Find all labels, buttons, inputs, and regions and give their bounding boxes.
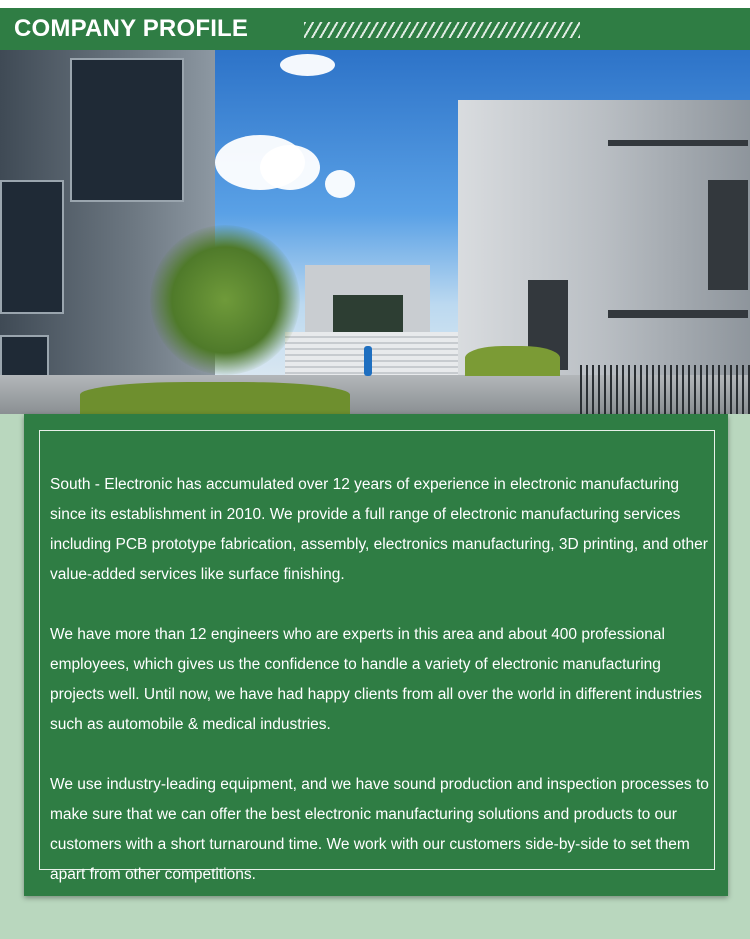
campus-photo [0,50,750,414]
profile-paragraph: We use industry-leading equipment, and we have sound production and inspection processes to make sure that we can offer the best electronic manufacturing solutions and products to our customers with a short turnaround time. We work with our customers side-by-side to set them apart from other competitions. [50,776,709,883]
stairs [285,332,465,377]
tree [150,225,300,375]
balcony-rail [608,140,748,146]
profile-text [50,440,714,920]
profile-paragraph: South - Electronic has accumulated over 12 years of experience in electronic manufacturing since its establishment in 2010. We provide a full range of electronic manufacturing services including PCB prototype fabrication, assembly, electronics manufacturing, 3D printing, and other value-added services like surface finishing. [50,476,708,583]
person [364,346,372,376]
railing [580,365,750,414]
section-title: COMPANY PROFILE [14,15,249,42]
building-window [70,58,184,202]
section-header [0,0,750,50]
profile-panel [24,414,728,896]
decorative-stripes [304,22,580,38]
profile-paragraph: We have more than 12 engineers who are experts in this area and about 400 professional employees, which gives us the confidence to handle a variety of electronic manufacturing projects well. Until now, we have had happy clients from all over the world in different industries such as automobile & medical industries. [50,626,702,733]
building-window [0,335,49,379]
planter [465,346,560,376]
cloud [260,145,320,190]
cloud [325,170,355,198]
building-window [0,180,64,314]
building-window [708,180,748,290]
balcony-rail [608,310,748,318]
cloud [280,54,335,76]
planter [80,382,350,414]
